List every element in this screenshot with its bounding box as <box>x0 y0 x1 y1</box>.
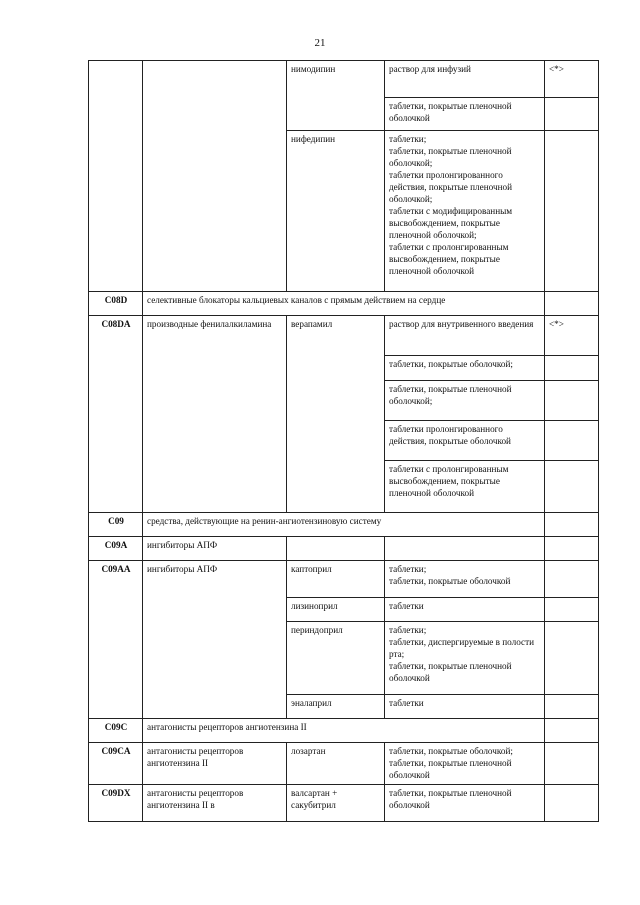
form-cell <box>385 561 545 598</box>
form-cell <box>385 622 545 695</box>
table-row <box>89 61 599 98</box>
note-cell <box>545 537 599 561</box>
table-row <box>89 537 599 561</box>
form-line: таблетки, покрытые оболочкой; <box>389 746 513 756</box>
form-cell: раствор для внутривенного введения <box>385 316 545 356</box>
form-line: таблетки с пролонгированным высвобождением, покрытые пленочной оболочкой <box>389 242 509 276</box>
note-cell <box>545 695 599 719</box>
code-cell: C09C <box>89 719 143 743</box>
form-line: таблетки, покрытые пленочной оболочкой <box>389 758 512 780</box>
form-line: таблетки, диспергируемые в полости рта; <box>389 637 535 659</box>
table-row <box>89 513 599 537</box>
form-cell <box>385 537 545 561</box>
form-line: таблетки; <box>389 134 427 144</box>
substance-cell: периндоприл <box>287 622 385 695</box>
table-row <box>89 316 599 356</box>
code-cell: C09DX <box>89 785 143 822</box>
group-cell <box>143 61 287 292</box>
form-line: таблетки пролонгированного действия, покрытые пленочной оболочкой; <box>389 170 513 204</box>
substance-cell: лозартан <box>287 743 385 785</box>
table-row <box>89 785 599 822</box>
substance-cell: нифедипин <box>287 131 385 292</box>
form-cell: таблетки <box>385 695 545 719</box>
note-cell <box>545 513 599 537</box>
drug-table <box>88 60 599 822</box>
code-cell: C09CA <box>89 743 143 785</box>
form-cell: таблетки <box>385 598 545 622</box>
note-cell <box>545 292 599 316</box>
code-cell <box>89 61 143 292</box>
code-cell: C08DA <box>89 316 143 513</box>
code-cell: C08D <box>89 292 143 316</box>
note-cell <box>545 785 599 822</box>
note-cell <box>545 598 599 622</box>
note-cell: <*> <box>545 316 599 356</box>
form-line: таблетки; <box>389 564 427 574</box>
form-line: таблетки с модифицированным высвобождением, покрытые пленочной оболочкой; <box>389 206 513 240</box>
code-cell: C09AA <box>89 561 143 719</box>
substance-cell <box>287 537 385 561</box>
form-line: таблетки, покрытые пленочной оболочкой; <box>389 146 512 168</box>
substance-cell: каптоприл <box>287 561 385 598</box>
group-cell: ингибиторы АПФ <box>143 561 287 719</box>
substance-cell: нимодипин <box>287 61 385 131</box>
group-cell: антагонисты рецепторов ангиотензина II <box>143 743 287 785</box>
note-cell <box>545 98 599 131</box>
substance-cell: лизиноприл <box>287 598 385 622</box>
form-cell <box>385 131 545 292</box>
code-cell: C09A <box>89 537 143 561</box>
form-cell: таблетки, покрытые пленочной оболочкой; <box>385 381 545 421</box>
substance-cell: валсартан + сакубитрил <box>287 785 385 822</box>
note-cell <box>545 461 599 513</box>
group-cell: производные фенилалкиламина <box>143 316 287 513</box>
substance-cell: эналаприл <box>287 695 385 719</box>
note-cell <box>545 561 599 598</box>
note-cell <box>545 381 599 421</box>
form-cell: раствор для инфузий <box>385 61 545 98</box>
group-cell: селективные блокаторы кальциевых каналов с прямым действием на сердце <box>143 292 545 316</box>
note-cell <box>545 743 599 785</box>
page-number: 21 <box>314 37 326 49</box>
group-cell: средства, действующие на ренин-ангиотензиновую систему <box>143 513 545 537</box>
group-cell: ингибиторы АПФ <box>143 537 287 561</box>
note-cell <box>545 719 599 743</box>
table-row <box>89 561 599 598</box>
form-line: таблетки, покрытые пленочной оболочкой <box>389 661 512 683</box>
note-cell <box>545 131 599 292</box>
form-line: таблетки, покрытые оболочкой <box>389 576 511 586</box>
form-line: таблетки; <box>389 625 427 635</box>
code-cell: C09 <box>89 513 143 537</box>
form-cell: таблетки, покрытые пленочной оболочкой <box>385 785 545 822</box>
form-cell: таблетки с пролонгированным высвобождением, покрытые пленочной оболочкой <box>385 461 545 513</box>
group-cell: антагонисты рецепторов ангиотензина II в <box>143 785 287 822</box>
form-cell: таблетки пролонгированного действия, покрытые оболочкой <box>385 421 545 461</box>
form-cell <box>385 743 545 785</box>
table-row <box>89 719 599 743</box>
note-cell: <*> <box>545 61 599 98</box>
note-cell <box>545 421 599 461</box>
form-cell: таблетки, покрытые оболочкой; <box>385 356 545 381</box>
table-row <box>89 743 599 785</box>
table-row <box>89 292 599 316</box>
note-cell <box>545 622 599 695</box>
note-cell <box>545 356 599 381</box>
substance-cell: верапамил <box>287 316 385 513</box>
group-cell: антагонисты рецепторов ангиотензина II <box>143 719 545 743</box>
form-cell: таблетки, покрытые пленочной оболочкой <box>385 98 545 131</box>
